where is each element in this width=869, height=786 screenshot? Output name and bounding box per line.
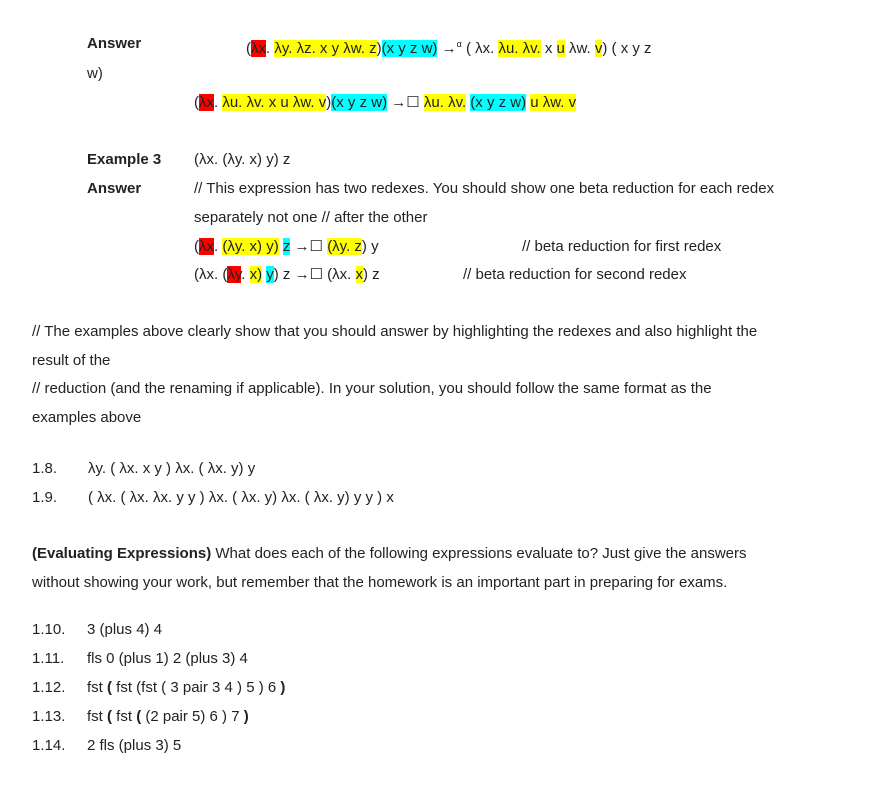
problem-text: ( λx. ( λx. λx. y y ) λx. ( λx. y) λx. ( λx. y) y y ) x [88, 489, 394, 506]
example-3-expression: (λx. (λy. x) y) z [194, 151, 291, 168]
section-title: (Evaluating Expressions) [32, 545, 212, 562]
note-line-4: examples above [32, 409, 142, 426]
answer-line-1-continued: w) [87, 65, 103, 82]
example-3-label: Example 3 [87, 151, 162, 168]
answer-label: Answer [87, 35, 142, 52]
problem-number: 1.14. [32, 737, 66, 754]
section-intro-line-1: (Evaluating Expressions) What does each of the following expressions evaluate to? Just give the answers [32, 545, 747, 562]
note-line-3: // reduction (and the renaming if applicable). In your solution, you should follow the same format as the [32, 380, 712, 397]
note-line-2: result of the [32, 352, 111, 369]
answer-3-comment-1: // This expression has two redexes. You should show one beta reduction for each redex [194, 180, 775, 197]
redex-head: λx [251, 40, 266, 57]
problem-number: 1.11. [32, 650, 65, 667]
reduction-second-redex: (λx. (λy. x) y) z →☐ (λx. x) z [194, 266, 380, 283]
first-redex-comment: // beta reduction for first redex [522, 238, 722, 255]
redex-argument: (x y z w) [381, 40, 438, 57]
answer-line-1: (λx. λy. λz. x y λw. z)(x y z w) →$^\alpha$ ( λx. λu. λv. x u λw. v) ( x y z [246, 39, 652, 57]
problem-text: λy. ( λx. x y ) λx. ( λx. y) y [88, 460, 256, 477]
problem-number: 1.10. [32, 621, 66, 638]
problem-number: 1.8. [32, 460, 58, 477]
redex-body: λy. λz. x y λw. z [274, 40, 377, 57]
problem-number: 1.9. [32, 489, 58, 506]
problem-text: fls 0 (plus 1) 2 (plus 3) 4 [87, 650, 248, 667]
answer-3-label: Answer [87, 180, 142, 197]
answer-line-2: (λx. λu. λv. x u λw. v)(x y z w) →☐ λu. λv. (x y z w) u λw. v [194, 94, 577, 111]
problem-text: fst ( fst ( (2 pair 5) 6 ) 7 ) [87, 708, 249, 725]
section-intro-line-2: without showing your work, but remember that the homework is an important part in preparing for exams. [32, 574, 728, 591]
reduction-first-redex: (λx. (λy. x) y) z →☐ (λy. z) y [194, 238, 379, 255]
problem-text: 3 (plus 4) 4 [87, 621, 163, 638]
problem-number: 1.12. [32, 679, 66, 696]
problem-text: 2 fls (plus 3) 5 [87, 737, 182, 754]
second-redex-comment: // beta reduction for second redex [463, 266, 687, 283]
note-line-1: // The examples above clearly show that you should answer by highlighting the redexes and also highlight the [32, 323, 758, 340]
answer-3-comment-2: separately not one // after the other [194, 209, 428, 226]
problem-text: fst ( fst (fst ( 3 pair 3 4 ) 5 ) 6 ) [87, 679, 286, 696]
problem-number: 1.13. [32, 708, 66, 725]
